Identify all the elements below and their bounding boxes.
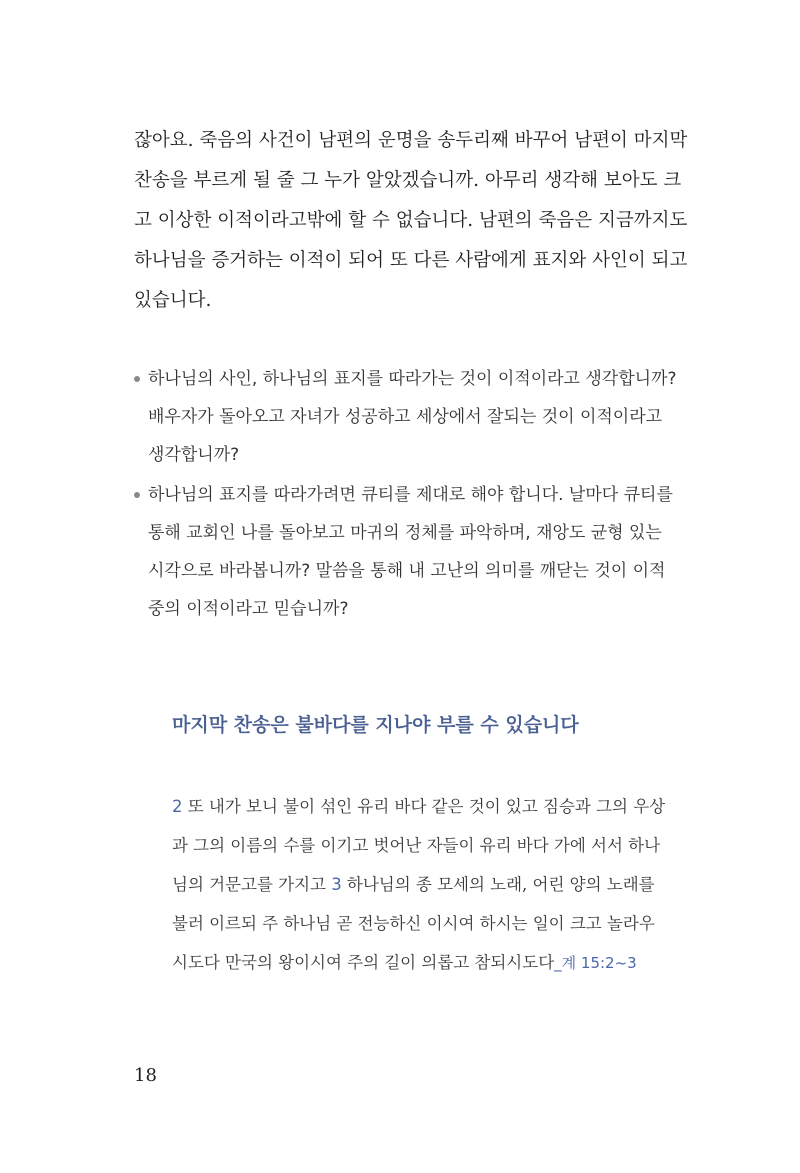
- paragraph-line: 있습니다.: [134, 290, 212, 311]
- question-line: 중의 이적이라고 믿습니까?: [148, 599, 349, 619]
- question-line: 시각으로 바라봅니까? 말씀을 통해 내 고난의 의미를 깨닫는 것이 이적: [148, 561, 666, 581]
- question-item: [134, 360, 677, 474]
- scripture-line: 불러 이르되 주 하나님 곧 전능하신 이시여 하시는 일이 크고 놀라우: [172, 914, 655, 933]
- paragraph-line: 잖아요. 죽음의 사건이 남편의 운명을 송두리째 바꾸어 남편이 마지막: [134, 130, 688, 151]
- verse-number: 2: [172, 797, 183, 816]
- scripture-line: [172, 787, 672, 826]
- body-paragraph: [134, 121, 688, 321]
- scripture-passage: [172, 787, 672, 982]
- question-item: [134, 476, 673, 628]
- reflection-questions: [134, 360, 677, 630]
- paragraph-line: 고 이상한 이적이라고밖에 할 수 없습니다. 남편의 죽음은 지금까지도: [134, 210, 688, 231]
- question-line: 하나님의 표지를 따라가려면 큐티를 제대로 해야 합니다. 날마다 큐티를: [148, 485, 673, 505]
- verse-number: 3: [331, 875, 342, 894]
- scripture-line: 과 그의 이름의 수를 이기고 벗어난 자들이 유리 바다 가에 서서 하나: [172, 836, 661, 855]
- scripture-text: 님의 거문고를 가지고: [172, 875, 332, 894]
- bullet-dot-icon: [134, 492, 140, 498]
- scripture-text: 또 내가 보니 불이 섞인 유리 바다 같은 것이 있고 짐승과 그의 우상: [182, 797, 666, 816]
- scripture-text: 하나님의 종 모세의 노래, 어린 양의 노래를: [341, 875, 655, 894]
- question-line: 하나님의 사인, 하나님의 표지를 따라가는 것이 이적이라고 생각합니까?: [148, 369, 677, 389]
- question-line: 통해 교회인 나를 돌아보고 마귀의 정체를 파악하며, 재앙도 균형 있는: [148, 523, 662, 543]
- question-line: 생각합니까?: [148, 445, 240, 465]
- scripture-line: [172, 943, 672, 982]
- paragraph-line: 찬송을 부르게 될 줄 그 누가 알았겠습니까. 아무리 생각해 보아도 크: [134, 170, 682, 191]
- scripture-text: 시도다 만국의 왕이시여 주의 길이 의롭고 참되시도다: [172, 953, 555, 972]
- scripture-reference: _계 15:2~3: [554, 954, 637, 972]
- page-number: 18: [134, 1065, 157, 1086]
- question-line: 배우자가 돌아오고 자녀가 성공하고 세상에서 잘되는 것이 이적이라고: [148, 407, 663, 427]
- bullet-dot-icon: [134, 376, 140, 382]
- paragraph-line: 하나님을 증거하는 이적이 되어 또 다른 사람에게 표지와 사인이 되고: [134, 250, 688, 271]
- scripture-line: [172, 865, 672, 904]
- section-heading: 마지막 찬송은 불바다를 지나야 부를 수 있습니다: [172, 714, 579, 736]
